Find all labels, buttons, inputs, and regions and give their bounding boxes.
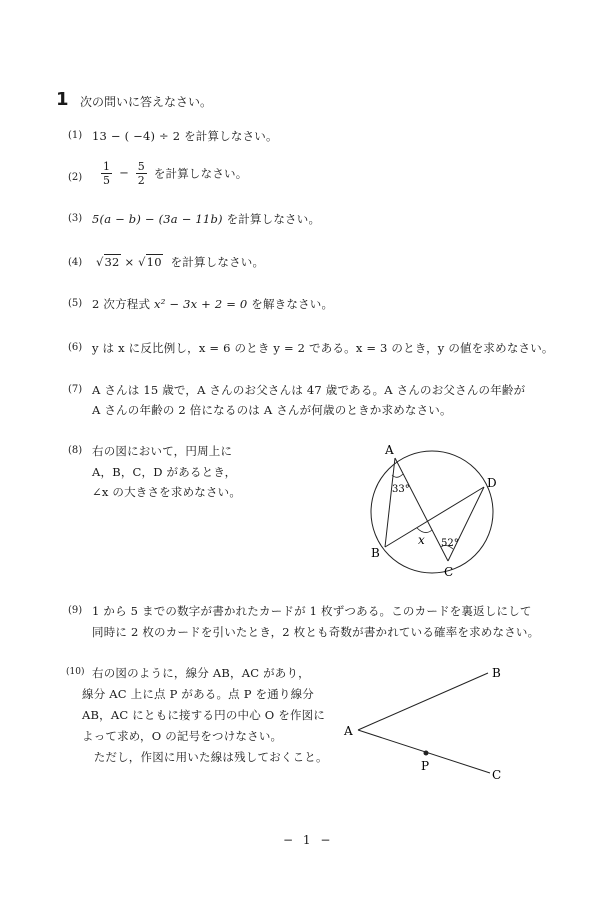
question-line: AB，AC にともに接する円の中心 O を作図に bbox=[82, 708, 326, 722]
question-line: 右の図のように，線分 AB，AC があり， bbox=[92, 666, 310, 680]
question-suffix: を解きなさい。 bbox=[251, 297, 334, 311]
question-label: (10) bbox=[66, 667, 85, 677]
numerator: 1 bbox=[103, 160, 111, 173]
segment-ab bbox=[358, 673, 488, 730]
circle-figure bbox=[350, 430, 520, 580]
square-root-1: √32 bbox=[96, 255, 120, 269]
equation: x² − 3x + 2 = 0 bbox=[154, 297, 248, 311]
question-label: (9) bbox=[68, 605, 83, 616]
question-label: (8) bbox=[68, 445, 83, 456]
angle-arc-x bbox=[417, 528, 432, 533]
angle-label-a: 33° bbox=[392, 484, 410, 495]
question-line: ∠x の大きさを求めなさい。 bbox=[92, 485, 242, 499]
question-label: (1) bbox=[68, 130, 83, 141]
point-label-b: B bbox=[492, 666, 501, 680]
numerator: 5 bbox=[137, 160, 145, 173]
point-label-c: C bbox=[492, 768, 502, 782]
operator: − bbox=[119, 165, 129, 180]
point-label-a: A bbox=[344, 724, 353, 738]
problem-instruction: 次の問いに答えなさい。 bbox=[80, 95, 213, 109]
question-line: 1 から 5 までの数字が書かれたカードが 1 枚ずつある。このカードを裏返しにして bbox=[92, 604, 532, 618]
question-prefix: 2 次方程式 bbox=[92, 297, 151, 311]
denominator: 2 bbox=[137, 174, 145, 187]
expression: 5(a − b) − (3a − 11b) bbox=[92, 212, 223, 226]
question-line: A さんは 15 歳で，A さんのお父さんは 47 歳である。A さんのお父さんの年齢が bbox=[92, 383, 526, 397]
problem-number: 1 bbox=[56, 89, 69, 110]
question-line: A，B，C，D があるとき， bbox=[92, 465, 237, 479]
question-label: (7) bbox=[68, 384, 83, 395]
point-label-b: B bbox=[371, 546, 380, 560]
question-suffix: を計算しなさい。 bbox=[170, 255, 265, 269]
fraction-2 bbox=[136, 160, 147, 187]
angle-label-x: x bbox=[418, 533, 425, 547]
question-label: (4) bbox=[68, 257, 83, 268]
construction-figure bbox=[330, 655, 530, 785]
radicand: 10 bbox=[146, 255, 162, 269]
question-line: ただし，作図に用いた線は残しておくこと。 bbox=[82, 750, 328, 764]
square-root-2: √10 bbox=[138, 255, 162, 269]
expression: 13 − ( −4) ÷ 2 bbox=[92, 129, 181, 143]
question-line: よって求め，O の記号をつけなさい。 bbox=[82, 729, 283, 743]
question-line: A さんの年齢の 2 倍になるのは A さんが何歳のときか求めなさい。 bbox=[92, 403, 452, 417]
radicand: 32 bbox=[104, 255, 120, 269]
point-label-d: D bbox=[487, 476, 497, 490]
question-line: 右の図において，円周上に bbox=[92, 444, 233, 458]
question-label: (6) bbox=[68, 342, 83, 353]
question-text: y は x に反比例し，x = 6 のとき y = 2 である。x = 3 のとき，y の値を求めなさい。 bbox=[92, 341, 554, 355]
question-label: (2) bbox=[68, 172, 83, 183]
page-number: − 1 − bbox=[283, 833, 334, 847]
denominator: 5 bbox=[103, 174, 111, 187]
point-p bbox=[424, 751, 429, 756]
point-label-c: C bbox=[444, 565, 454, 579]
point-label-p: P bbox=[421, 759, 430, 773]
angle-label-c: 52° bbox=[441, 538, 459, 549]
question-line: 線分 AC 上に点 P がある。点 P を通り線分 bbox=[82, 687, 315, 701]
question-label: (5) bbox=[68, 298, 83, 309]
fraction-1 bbox=[101, 160, 112, 187]
question-suffix: を計算しなさい。 bbox=[184, 129, 278, 143]
question-suffix: を計算しなさい。 bbox=[226, 212, 321, 226]
question-label: (3) bbox=[68, 213, 83, 224]
question-line: 同時に 2 枚のカードを引いたとき，2 枚とも奇数が書かれている確率を求めなさい。 bbox=[92, 625, 540, 639]
operator: × bbox=[124, 255, 135, 269]
point-label-a: A bbox=[385, 443, 394, 457]
question-suffix: を計算しなさい。 bbox=[153, 166, 248, 181]
